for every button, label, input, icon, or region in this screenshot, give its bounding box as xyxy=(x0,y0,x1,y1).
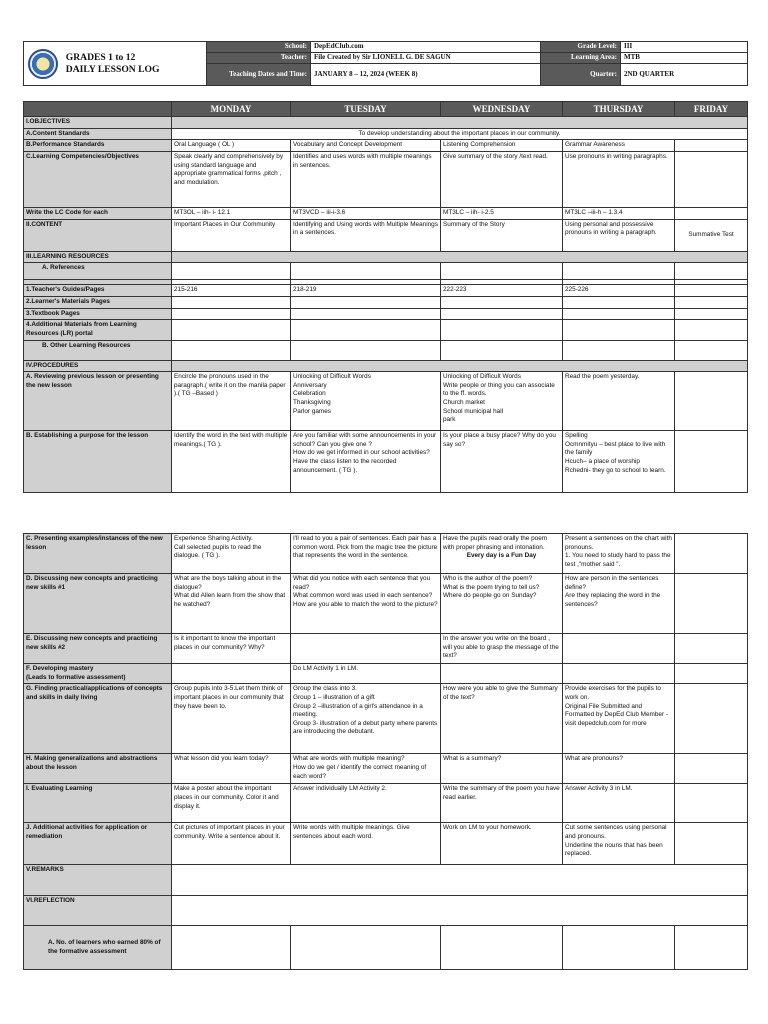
purpose-wed: Is your place a busy place? Why do you say so? xyxy=(441,431,563,493)
l80-fri xyxy=(675,926,748,970)
discussing2-fri xyxy=(675,634,748,664)
lesson-table-part-1 xyxy=(23,101,747,493)
perf-tue: Vocabulary and Concept Development xyxy=(291,140,441,152)
ref-tue xyxy=(291,263,441,280)
other-resources-label: B. Other Learning Resources xyxy=(24,340,172,360)
discussing2-thu xyxy=(563,634,675,664)
mastery-fri xyxy=(675,664,748,684)
tg-wed: 222-223 xyxy=(441,285,563,297)
learners-80-label: A. No. of learners who earned 80% of the formative assessment xyxy=(24,926,172,970)
l80-tue xyxy=(291,926,441,970)
discussing2-label: E. Discussing new concepts and practicing new skills #2 xyxy=(24,634,172,664)
code-tue: MT3VCD – iii-i-3.6 xyxy=(291,208,441,220)
discussing1-wed: Who is the author of the poem? What is the poem trying to tell us? Where do people go on Sunday? xyxy=(441,574,563,634)
evaluating-wed: Write the summary of the poem you have read earlier. xyxy=(441,784,563,823)
header-title-cell xyxy=(24,42,207,86)
l80-mon xyxy=(172,926,291,970)
discussing2-wed: In the answer you write on the board , will you able to grasp the message of the text? xyxy=(441,634,563,664)
am-fri xyxy=(675,320,748,340)
tg-thu: 225-226 xyxy=(563,285,675,297)
textbook-label: 3.Textbook Pages xyxy=(24,308,172,320)
additional-thu: Cut some sentences using personal and pronouns. Underline the nouns that has been replaced. xyxy=(563,823,675,865)
tb-wed xyxy=(441,308,563,320)
references-label: A. References xyxy=(24,263,172,280)
presenting-mon: Experience Sharing Activity. Call selected pupils to read the dialogue. ( TG ). xyxy=(172,534,291,574)
purpose-label: B. Establishing a purpose for the lesson xyxy=(24,431,172,493)
additional-activities-label: J. Additional activities for application or remediation xyxy=(24,823,172,865)
presenting-thu: Present a sentences on the chart with pronouns. 1. You need to study hard to pass the test ,"mother said ". xyxy=(563,534,675,574)
comp-thu: Use pronouns in writing paragraphs. xyxy=(563,152,675,208)
lm-fri xyxy=(675,296,748,308)
code-thu: MT3LC –iii-h – 1.3.4 xyxy=(563,208,675,220)
discussing1-tue: What did you notice with each sentence that you read? What common word was used in each sentence? How are you able to match the word to the picture? xyxy=(291,574,441,634)
generalizations-wed: What is a summary? xyxy=(441,754,563,784)
generalizations-tue: What are words with multiple meaning? How do we get / identify the correct meaning of each word? xyxy=(291,754,441,784)
evaluating-thu: Answer Activity 3 in LM. xyxy=(563,784,675,823)
review-thu: Read the poem yesterday. xyxy=(563,372,675,431)
discussing1-label: D. Discussing new concepts and practicing new skills #1 xyxy=(24,574,172,634)
objectives-heading: I.OBJECTIVES xyxy=(24,117,172,129)
discussing1-mon: What are the boys talking about in the dialogue? What did Allen learn from the show that he watched? xyxy=(172,574,291,634)
reflection-label: VI.REFLECTION xyxy=(24,896,172,926)
review-fri xyxy=(675,372,748,431)
ref-fri xyxy=(675,263,748,280)
generalizations-thu: What are pronouns? xyxy=(563,754,675,784)
day-friday: FRIDAY xyxy=(675,102,748,117)
applications-thu: Provide exercises for the pupils to work on. Original File Submitted and Formatted by DepEd Club Member - visit depedclub.com for more xyxy=(563,684,675,754)
l80-thu xyxy=(563,926,675,970)
applications-tue: Group the class into 3. Group 1 – illustration of a gift Group 2 –illustration of a girl's attendance in a meeting. Group 3- illustration of a debut party where parents are introducing the debutant. xyxy=(291,684,441,754)
generalizations-label: H. Making generalizations and abstractions about the lesson xyxy=(24,754,172,784)
lesson-table-part-2 xyxy=(23,533,747,970)
day-tuesday: TUESDAY xyxy=(291,102,441,117)
comp-wed: Give summary of the story /text read. xyxy=(441,152,563,208)
quarter-value: 2ND QUARTER xyxy=(621,64,748,86)
code-wed: MT3LC – iih- i-2.5 xyxy=(441,208,563,220)
school-value: DepEdClub.com xyxy=(311,42,541,53)
am-tue xyxy=(291,320,441,340)
additional-tue: Write words with multiple meanings. Give sentences about each word. xyxy=(291,823,441,865)
area-value: MTB xyxy=(621,53,748,64)
mastery-mon xyxy=(172,664,291,684)
mastery-thu xyxy=(563,664,675,684)
additional-mon: Cut pictures of important places in your community. Write a sentence about it. xyxy=(172,823,291,865)
applications-mon: Group pupils into 3-5.Let them think of important places in our community that they have been to. xyxy=(172,684,291,754)
lm-wed xyxy=(441,296,563,308)
fun-day-title: Every day is a Fun Day xyxy=(466,552,537,560)
learning-resources-fill xyxy=(172,251,748,263)
content-tue: Identifying and Using words with Multiple Meanings in a sentences. xyxy=(291,219,441,251)
comp-fri xyxy=(675,152,748,208)
content-fri: Summative Test xyxy=(675,219,748,251)
evaluating-tue: Answer individually LM Activity 2. xyxy=(291,784,441,823)
procedures-heading: IV.PROCEDURES xyxy=(24,360,172,372)
review-mon: Encircle the pronouns used in the paragraph.( write it on the manila paper ).( TG –Based ) xyxy=(172,372,291,431)
remarks-value xyxy=(172,865,748,896)
additional-wed: Work on LM to your homework. xyxy=(441,823,563,865)
mastery-wed xyxy=(441,664,563,684)
content-standards-label: A.Content Standards xyxy=(24,128,172,140)
teachers-guides-label: 1.Teacher's Guides/Pages xyxy=(24,285,172,297)
tg-fri xyxy=(675,285,748,297)
review-label: A. Reviewing previous lesson or presenting the new lesson xyxy=(24,372,172,431)
tb-fri xyxy=(675,308,748,320)
teacher-label: Teacher: xyxy=(207,53,311,64)
objectives-fill xyxy=(172,117,748,129)
school-label: School: xyxy=(207,42,311,53)
lesson-log-header xyxy=(23,41,747,91)
ref-thu xyxy=(563,263,675,280)
generalizations-mon: What lesson did you learn today? xyxy=(172,754,291,784)
presenting-fri xyxy=(675,534,748,574)
purpose-tue: Are you familiar with some announcements in your school? Can you give one ? How do we get informed in our school activities? Have the class listen to the recorded announcement. ( TG ). xyxy=(291,431,441,493)
perf-fri xyxy=(675,140,748,152)
additional-materials-label: 4.Additional Materials from Learning Resources (LR) portal xyxy=(24,320,172,340)
discussing1-thu: How are person in the sentences define? Are they replacing the word in the sentences? xyxy=(563,574,675,634)
dates-label: Teaching Dates and Time: xyxy=(207,64,311,86)
perf-thu: Grammar Awareness xyxy=(563,140,675,152)
competencies-label: C.Learning Competencies/Objectives xyxy=(24,152,172,208)
grade-label: Grade Level: xyxy=(541,42,621,53)
discussing1-fri xyxy=(675,574,748,634)
perf-wed: Listening Comprehension xyxy=(441,140,563,152)
tb-tue xyxy=(291,308,441,320)
tg-mon: 215-216 xyxy=(172,285,291,297)
or-wed xyxy=(441,340,563,360)
purpose-thu: Spelling Ocmnmityu – best place to live with the family Hcuch– a place of worship Rchedni- they go to school to learn. xyxy=(563,431,675,493)
applications-label: G. Finding practical/applications of concepts and skills in daily living xyxy=(24,684,172,754)
discussing2-tue xyxy=(291,634,441,664)
teacher-value: File Created by Sir LIONELL G. DE SAGUN xyxy=(311,53,541,64)
learning-resources-heading: III.LEARNING RESOURCES xyxy=(24,251,172,263)
or-thu xyxy=(563,340,675,360)
tb-mon xyxy=(172,308,291,320)
ref-wed xyxy=(441,263,563,280)
learners-materials-label: 2.Learner's Materials Pages xyxy=(24,296,172,308)
mastery-label: F. Developing mastery (Leads to formative assessment) xyxy=(24,664,172,684)
grade-value: III xyxy=(621,42,748,53)
presenting-tue: I'll read to you a pair of sentences. Each pair has a common word. Pick from the magic tree the picture that represents the word in the sentence. xyxy=(291,534,441,574)
content-mon: Important Places in Our Community xyxy=(172,219,291,251)
generalizations-fri xyxy=(675,754,748,784)
evaluating-fri xyxy=(675,784,748,823)
mastery-tue: Do LM Activity 1 in LM. xyxy=(291,664,441,684)
evaluating-label: I. Evaluating Learning xyxy=(24,784,172,823)
deped-seal-icon xyxy=(28,49,58,79)
or-tue xyxy=(291,340,441,360)
additional-fri xyxy=(675,823,748,865)
dates-value: JANUARY 8 – 12, 2024 (WEEK 8) xyxy=(311,64,541,86)
code-fri xyxy=(675,208,748,220)
title-line-1: GRADES 1 to 12 xyxy=(65,51,136,63)
perf-mon: Oral Language ( OL ) xyxy=(172,140,291,152)
content-thu: Using personal and possessive pronouns in writing a paragraph. xyxy=(563,219,675,251)
purpose-mon: Identify the word in the text with multiple meanings.( TG ). xyxy=(172,431,291,493)
lm-tue xyxy=(291,296,441,308)
am-mon xyxy=(172,320,291,340)
tg-tue: 218-219 xyxy=(291,285,441,297)
comp-tue: Identifies and uses words with multiple meanings in sentences. xyxy=(291,152,441,208)
am-thu xyxy=(563,320,675,340)
code-mon: MT3OL – iih- i- 12.1 xyxy=(172,208,291,220)
corner-cell xyxy=(24,102,172,117)
content-wed: Summary of the Story xyxy=(441,219,563,251)
performance-standards-label: B.Performance Standards xyxy=(24,140,172,152)
quarter-label: Quarter: xyxy=(541,64,621,86)
reflection-value xyxy=(172,896,748,926)
presenting-wed: Have the pupils read orally the poem with proper phrasing and intonation. xyxy=(443,535,548,551)
evaluating-mon: Make a poster about the important places in our community. Color it and display it. xyxy=(172,784,291,823)
procedures-fill xyxy=(172,360,748,372)
purpose-fri xyxy=(675,431,748,493)
or-fri xyxy=(675,340,748,360)
title-line-2: DAILY LESSON LOG xyxy=(65,63,160,75)
remarks-label: V.REMARKS xyxy=(24,865,172,896)
area-label: Learning Area: xyxy=(541,53,621,64)
applications-wed: How were you able to give the Summary of the text? xyxy=(441,684,563,754)
content-label: II.CONTENT xyxy=(24,219,172,251)
content-standards-value: To develop understanding about the important places in our community. xyxy=(172,128,748,140)
or-mon xyxy=(172,340,291,360)
day-thursday: THURSDAY xyxy=(563,102,675,117)
discussing2-mon: Is it important to know the important places in our community? Why? xyxy=(172,634,291,664)
lc-code-label: Write the LC Code for each xyxy=(24,208,172,220)
ref-mon xyxy=(172,263,291,280)
lm-thu xyxy=(563,296,675,308)
review-wed: Unlocking of Difficult Words Write people or thing you can associate to the ff. words. Church market School municipal hall park xyxy=(441,372,563,431)
am-wed xyxy=(441,320,563,340)
presenting-wed-cell xyxy=(441,534,563,574)
day-wednesday: WEDNESDAY xyxy=(441,102,563,117)
tb-thu xyxy=(563,308,675,320)
lm-mon xyxy=(172,296,291,308)
review-tue: Unlocking of Difficult Words Anniversary Celebration Thanksgiving Parlor games xyxy=(291,372,441,431)
applications-fri xyxy=(675,684,748,754)
day-monday: MONDAY xyxy=(172,102,291,117)
l80-wed xyxy=(441,926,563,970)
presenting-label: C. Presenting examples/instances of the new lesson xyxy=(24,534,172,574)
comp-mon: Speak clearly and comprehensively by using standard language and appropriate grammatical forms ,pitch , and modulation. xyxy=(172,152,291,208)
